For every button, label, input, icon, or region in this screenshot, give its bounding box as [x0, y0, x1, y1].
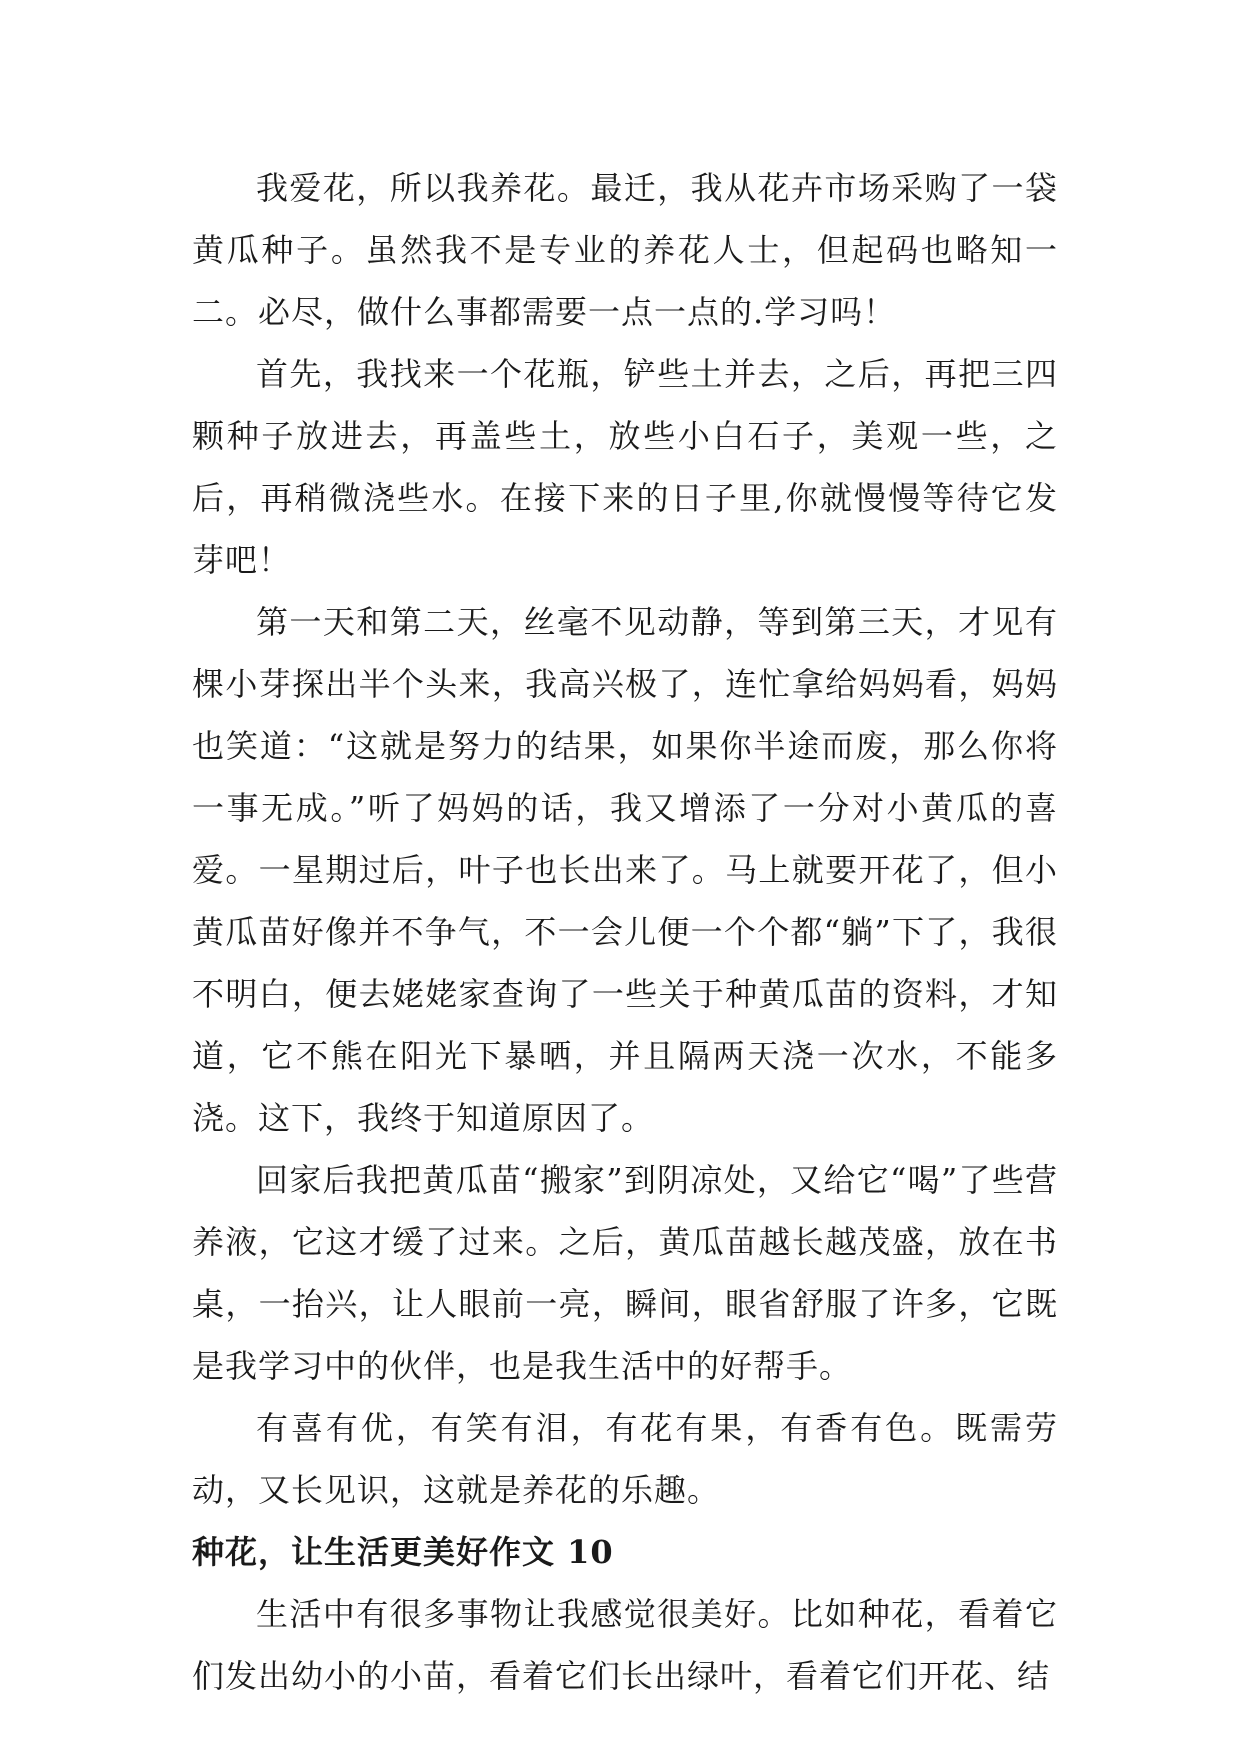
paragraph: 回家后我把黄瓜苗“搬家”到阴凉处，又给它“喝”了些营养液，它这才缓了过来。之后，黄瓜苗越长越茂盛，放在书桌，一抬兴，让人眼前一亮，瞬间，眼省舒服了许多，它既是我学习中的伙伴，也是我生活中的好帮手。	[192, 1161, 1058, 1385]
paragraph: 有喜有优，有笑有泪，有花有果，有香有色。既需劳动，又长见识，这就是养花的乐趣。	[192, 1409, 1058, 1509]
document-body	[192, 157, 1058, 1707]
paragraph: 我爱花，所以我养花。最迁，我从花卉市场采购了一袋黄瓜种子。虽然我不是专业的养花人士，但起码也略知一二。必尽，做什么事都需要一点一点的.学习吗！	[192, 169, 1058, 331]
paragraph: 首先，我找来一个花瓶，铲些土并去，之后，再把三四颗种子放进去，再盖些土，放些小白石子，美观一些，之后，再稍微浇些水。在接下来的日子里,你就慢慢等待它发芽吧！	[192, 355, 1058, 579]
paragraph: 第一天和第二天，丝毫不见动静，等到第三天，才见有棵小芽探出半个头来，我高兴极了，连忙拿给妈妈看，妈妈也笑道：“这就是努力的结果，如果你半途而废，那么你将一事无成。”听了妈妈的话，我又增添了一分对小黄瓜的喜爱。一星期过后，叶子也长出来了。马上就要开花了，但小黄瓜苗好像并不争气，不一会儿便一个个都“躺”下了，我很不明白，便去姥姥家查询了一些关于种黄瓜苗的资料，才知道，它不熊在阳光下暴晒，并且隔两天浇一次水，不能多浇。这下，我终于知道原因了。	[192, 603, 1058, 1137]
paragraph: 生活中有很多事物让我感觉很美好。比如种花，看着它们发出幼小的小苗，看着它们长出绿叶，看着它们开花、结	[192, 1595, 1058, 1695]
section-heading: 种花，让生活更美好作文 10	[192, 1533, 614, 1571]
